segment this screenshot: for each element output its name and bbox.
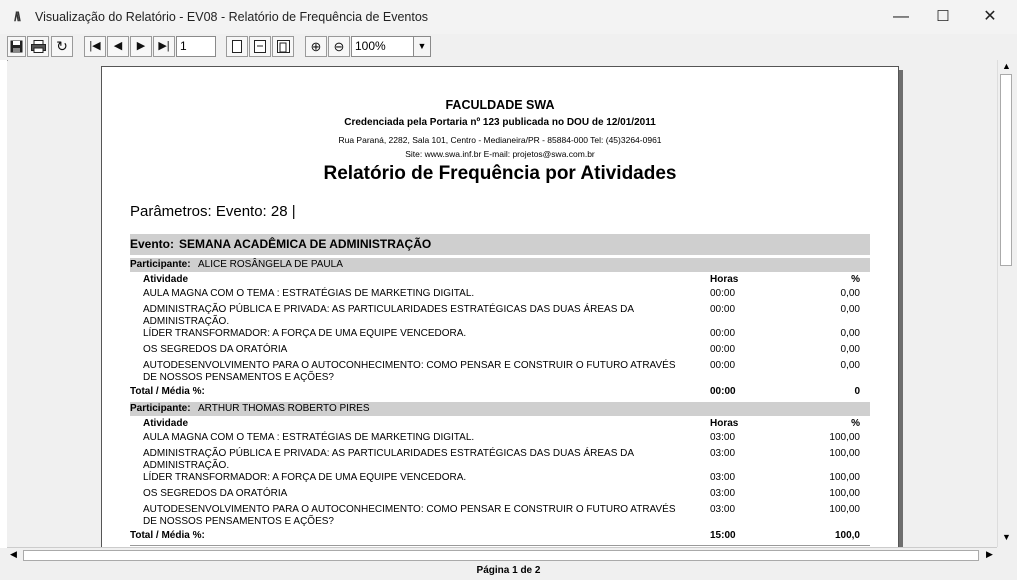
minimize-button[interactable]: — xyxy=(893,8,909,25)
chevron-down-icon[interactable]: ▼ xyxy=(413,37,430,56)
next-icon: ▶ xyxy=(136,40,146,52)
page-icon xyxy=(232,40,242,53)
horizontal-scrollbar[interactable] xyxy=(7,547,997,563)
scroll-up-icon[interactable]: ▲ xyxy=(1002,61,1011,71)
column-header-row xyxy=(130,273,870,287)
scroll-down-icon[interactable]: ▼ xyxy=(1002,532,1011,542)
activity-pct: 100,00 xyxy=(829,504,860,515)
total-pct: 100,0 xyxy=(834,530,860,541)
total-pct: 0 xyxy=(854,386,860,397)
zoom-in-button[interactable] xyxy=(305,36,327,57)
refresh-icon: ↻ xyxy=(56,38,68,54)
col-pct: % xyxy=(851,274,860,285)
col-hours: Horas xyxy=(710,418,739,429)
toolbar xyxy=(0,34,1017,60)
table-row xyxy=(130,304,870,328)
vertical-scrollbar[interactable] xyxy=(997,60,1014,547)
address-text: Rua Paraná, 2282, Sala 101, Centro - Medianeira/PR - 85884-000 Tel: (45)3264-0961 xyxy=(338,135,662,145)
single-page-button[interactable] xyxy=(226,36,248,57)
parameters-text: Parâmetros: Evento: 28 | xyxy=(130,203,296,220)
report-page xyxy=(101,66,899,547)
vertical-scroll-thumb[interactable] xyxy=(1000,74,1012,266)
accreditation-text: Credenciada pela Portaria nº 123 publicada no DOU de 12/01/2011 xyxy=(344,117,656,128)
event-label: Evento: xyxy=(130,237,175,251)
multiple-pages-icon xyxy=(277,40,290,53)
activity-pct: 0,00 xyxy=(840,304,860,315)
activity-hours: 03:00 xyxy=(710,432,736,443)
zoom-value: 100% xyxy=(355,39,386,53)
multiple-pages-button[interactable] xyxy=(272,36,294,57)
status-bar xyxy=(0,562,1017,580)
scroll-right-icon[interactable]: ▶ xyxy=(986,549,993,559)
activity-name: LÍDER TRANSFORMADOR: A FORÇA DE UMA EQUIPE VENCEDORA. xyxy=(143,328,467,339)
activity-hours: 03:00 xyxy=(710,472,736,483)
column-header-row xyxy=(130,417,870,431)
activity-pct: 100,00 xyxy=(829,472,860,483)
first-page-button[interactable] xyxy=(84,36,106,57)
table-row xyxy=(130,360,870,384)
event-name: SEMANA ACADÊMICA DE ADMINISTRAÇÃO xyxy=(179,237,432,251)
last-page-icon: ▶| xyxy=(158,40,170,52)
activity-pct: 0,00 xyxy=(840,344,860,355)
printer-icon xyxy=(31,40,46,53)
activity-hours: 03:00 xyxy=(710,448,736,459)
activity-hours: 03:00 xyxy=(710,504,736,515)
scroll-left-icon[interactable]: ◀ xyxy=(10,549,17,559)
activity-name: AUTODESENVOLVIMENTO PARA O AUTOCONHECIMENTO: COMO PENSAR E CONSTRUIR O FUTURO ATRAVÉS DE NOSSOS PENSAMENTOS E AÇÕES? xyxy=(143,360,676,383)
col-activity: Atividade xyxy=(143,274,189,285)
previous-page-button[interactable] xyxy=(107,36,129,57)
activity-hours: 00:00 xyxy=(710,304,736,315)
activity-pct: 100,00 xyxy=(829,448,860,459)
activity-name: AULA MAGNA COM O TEMA : ESTRATÉGIAS DE MARKETING DIGITAL. xyxy=(143,288,475,299)
last-page-button[interactable] xyxy=(153,36,175,57)
maximize-button[interactable]: ☐ xyxy=(936,8,950,25)
col-hours: Horas xyxy=(710,274,739,285)
activity-name: AULA MAGNA COM O TEMA : ESTRATÉGIAS DE MARKETING DIGITAL. xyxy=(143,432,475,443)
zoom-out-button[interactable] xyxy=(328,36,350,57)
activity-name: OS SEGREDOS DA ORATÓRIA xyxy=(143,488,288,499)
activity-pct: 0,00 xyxy=(840,328,860,339)
title-bar xyxy=(0,0,1017,34)
event-header xyxy=(130,234,870,255)
refresh-button[interactable] xyxy=(51,36,73,57)
total-row xyxy=(130,386,870,400)
participant-header xyxy=(130,258,870,272)
institution-name: FACULDADE SWA xyxy=(445,98,555,112)
page-info: Página 1 de 2 xyxy=(476,565,541,576)
participant-label: Participante: xyxy=(130,403,191,414)
page-width-button[interactable] xyxy=(249,36,271,57)
total-label: Total / Média %: xyxy=(130,386,205,397)
activity-hours: 00:00 xyxy=(710,328,736,339)
participant-name: ARTHUR THOMAS ROBERTO PIRES xyxy=(198,403,370,414)
report-viewport xyxy=(7,61,996,547)
participant-header xyxy=(130,402,870,416)
divider xyxy=(130,545,870,546)
total-hours: 15:00 xyxy=(710,530,736,541)
col-activity: Atividade xyxy=(143,418,189,429)
table-row xyxy=(130,448,870,472)
previous-icon: ◀ xyxy=(113,40,123,52)
page-number-input[interactable]: 1 xyxy=(176,36,216,57)
zoom-select[interactable] xyxy=(351,36,431,57)
activity-hours: 03:00 xyxy=(710,488,736,499)
activity-pct: 0,00 xyxy=(840,288,860,299)
activity-hours: 00:00 xyxy=(710,360,736,371)
save-icon xyxy=(10,40,23,53)
activity-pct: 100,00 xyxy=(829,488,860,499)
report-title: Relatório de Frequência por Atividades xyxy=(323,163,677,184)
total-hours: 00:00 xyxy=(710,386,736,397)
activity-hours: 00:00 xyxy=(710,344,736,355)
activity-pct: 100,00 xyxy=(829,432,860,443)
zoom-in-icon: ⊕ xyxy=(310,39,322,54)
horizontal-scroll-thumb[interactable] xyxy=(23,550,979,561)
first-page-icon: |◀ xyxy=(89,40,101,52)
app-logo-icon: /\\ xyxy=(14,9,19,24)
table-row xyxy=(130,504,870,528)
participant-label: Participante: xyxy=(130,259,191,270)
total-row xyxy=(130,530,870,544)
activity-name: LÍDER TRANSFORMADOR: A FORÇA DE UMA EQUIPE VENCEDORA. xyxy=(143,472,467,483)
activity-pct: 0,00 xyxy=(840,360,860,371)
next-page-button[interactable] xyxy=(130,36,152,57)
site-text: Site: www.swa.inf.br E-mail: projetos@swa.com.br xyxy=(405,149,595,159)
zoom-out-icon: ⊖ xyxy=(333,39,345,54)
total-label: Total / Média %: xyxy=(130,530,205,541)
print-button[interactable] xyxy=(27,36,49,57)
page-width-icon xyxy=(254,40,266,53)
save-button[interactable] xyxy=(7,36,26,57)
activity-name: AUTODESENVOLVIMENTO PARA O AUTOCONHECIMENTO: COMO PENSAR E CONSTRUIR O FUTURO ATRAVÉS DE NOSSOS PENSAMENTOS E AÇÕES? xyxy=(143,504,676,527)
activity-hours: 00:00 xyxy=(710,288,736,299)
participant-name: ALICE ROSÂNGELA DE PAULA xyxy=(198,259,343,270)
window-title: Visualização do Relatório - EV08 - Relatório de Frequência de Eventos xyxy=(35,10,429,24)
activity-name: ADMINISTRAÇÃO PÚBLICA E PRIVADA: AS PARTICULARIDADES ESTRATÉGICAS DAS DUAS ÁREAS DA ADMINISTRAÇÃO. xyxy=(143,304,634,327)
col-pct: % xyxy=(851,418,860,429)
activity-name: ADMINISTRAÇÃO PÚBLICA E PRIVADA: AS PARTICULARIDADES ESTRATÉGICAS DAS DUAS ÁREAS DA ADMINISTRAÇÃO. xyxy=(143,448,634,471)
close-button[interactable]: ✕ xyxy=(983,8,997,25)
activity-name: OS SEGREDOS DA ORATÓRIA xyxy=(143,344,288,355)
